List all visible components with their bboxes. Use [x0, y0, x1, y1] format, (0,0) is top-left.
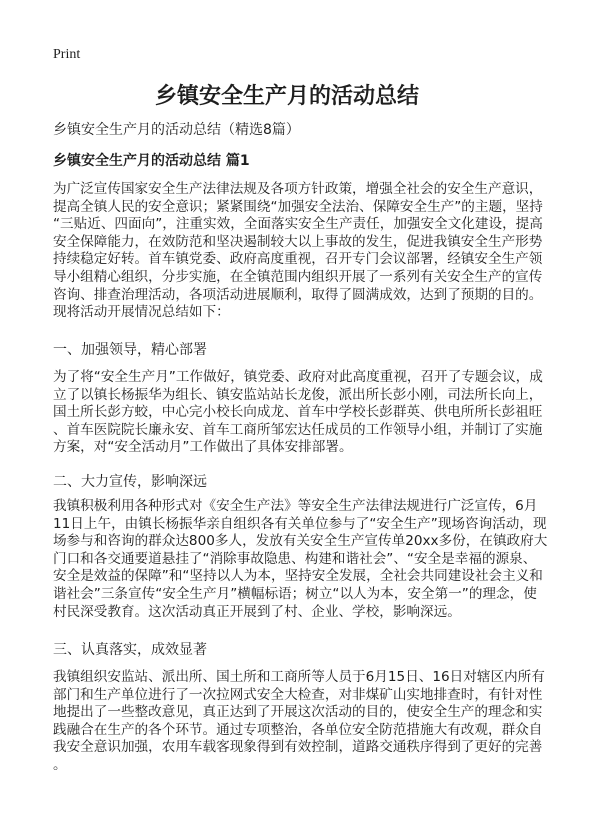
article-heading: 乡镇安全生产月的活动总结 篇1 — [53, 153, 250, 169]
text-line: 部门和生产单位进行了一次拉网式安全大检查，对非煤矿山实地排查时，有针对性 — [53, 686, 543, 703]
text-line: 为广泛宣传国家安全生产法律法规及各项方针政策，增强全社会的安全生产意识， — [53, 181, 543, 197]
text-line: 。 — [53, 756, 67, 773]
text-line: 村民深受教育。这次活动真正开展到了村、企业、学校，影响深远。 — [53, 603, 461, 620]
section-heading-1: 一、加强领导，精心部署 — [53, 342, 207, 358]
text-line: “三贴近、四面向”，注重实效，全面落实安全生产责任，加强安全文化建设，提高 — [53, 216, 543, 233]
text-line: 方案，对“安全活动月”工作做出了具体安排部署。 — [53, 439, 353, 456]
text-line: 践融合在生产的各个环节。通过专项整治，各单位安全防范措施大有改观，群众自 — [53, 721, 543, 738]
text-line: 安全是效益的保障”和“坚持以人为本，坚持安全发展，全社会共同建设社会主义和 — [53, 568, 543, 585]
text-line: 现将活动开展情况总结如下： — [53, 304, 230, 321]
paragraph-section-3 — [53, 669, 545, 775]
text-line: 为了将“安全生产月”工作做好，镇党委、政府对此高度重视，召开了专题会议，成 — [53, 369, 543, 385]
print-link[interactable]: Print — [53, 47, 81, 62]
paragraph-intro — [53, 181, 543, 322]
text-line: 我安全意识加强，农用车载客现象得到有效控制，道路交通秩序得到了更好的完善 — [53, 739, 543, 756]
paragraph-section-1 — [53, 369, 543, 457]
text-line: 、首车医院院长廉永安、首车工商所邹宏达任成员的工作领导小组，并制订了实施 — [53, 421, 543, 438]
text-line: 国土所长彭方蛟，中心完小校长向成龙、首车中学校长彭群英、供电所所长彭祖旺 — [53, 404, 543, 421]
text-line: 持续稳定好转。首车镇党委、政府高度重视，召开专门会议部署，经镇安全生产领 — [53, 251, 543, 268]
text-line: 安全保障能力，在效防范和坚决遏制较大以上事故的发生，促进我镇安全生产形势 — [53, 233, 543, 250]
text-line: 地提出了一些整改意见，真正达到了开展这次活动的目的，使安全生产的理念和实 — [53, 704, 543, 721]
text-line: 门口和各交通要道悬挂了“消除事故隐患、构建和谐社会”、“安全是幸福的源泉、 — [53, 550, 537, 567]
text-line: 咨询、排查治理活动，各项活动进展顺利，取得了圆满成效，达到了预期的目的。 — [53, 286, 543, 303]
paragraph-section-2 — [53, 498, 547, 621]
section-heading-3: 三、认真落实，成效显著 — [53, 642, 207, 658]
text-line: 提高全镇人民的安全意识；紧紧围绕“加强安全法治、保障安全生产”的主题，坚持 — [53, 198, 543, 215]
text-line: 导小组精心组织，分步实施，在全镇范围内组织开展了一系列有关安全生产的宣传 — [53, 268, 543, 285]
text-line: 11日上午，由镇长杨振华亲自组织各有关单位参与了“安全生产”现场咨询活动，现 — [53, 515, 547, 532]
subtitle: 乡镇安全生产月的活动总结（精选8篇） — [53, 122, 300, 138]
text-line: 谐社会”三条宣传“安全生产月”横幅标语；树立“以人为本，安全第一”的理念，使 — [53, 585, 537, 602]
text-line: 我镇组织安监站、派出所、国土所和工商所等人员于6月15日、16日对辖区内所有 — [53, 669, 545, 685]
text-line: 我镇积极利用各种形式对《安全生产法》等安全生产法律法规进行广泛宣传，6月 — [53, 498, 538, 514]
page-title: 乡镇安全生产月的活动总结 — [155, 84, 420, 109]
text-line: 立了以镇长杨振华为组长、镇安监站站长龙俊，派出所长彭小刚，司法所长向上， — [53, 386, 543, 403]
text-line: 场参与和咨询的群众达800多人，发放有关安全生产宣传单20xx多份，在镇政府大 — [53, 533, 548, 550]
section-heading-2: 二、大力宣传，影响深远 — [53, 474, 207, 490]
